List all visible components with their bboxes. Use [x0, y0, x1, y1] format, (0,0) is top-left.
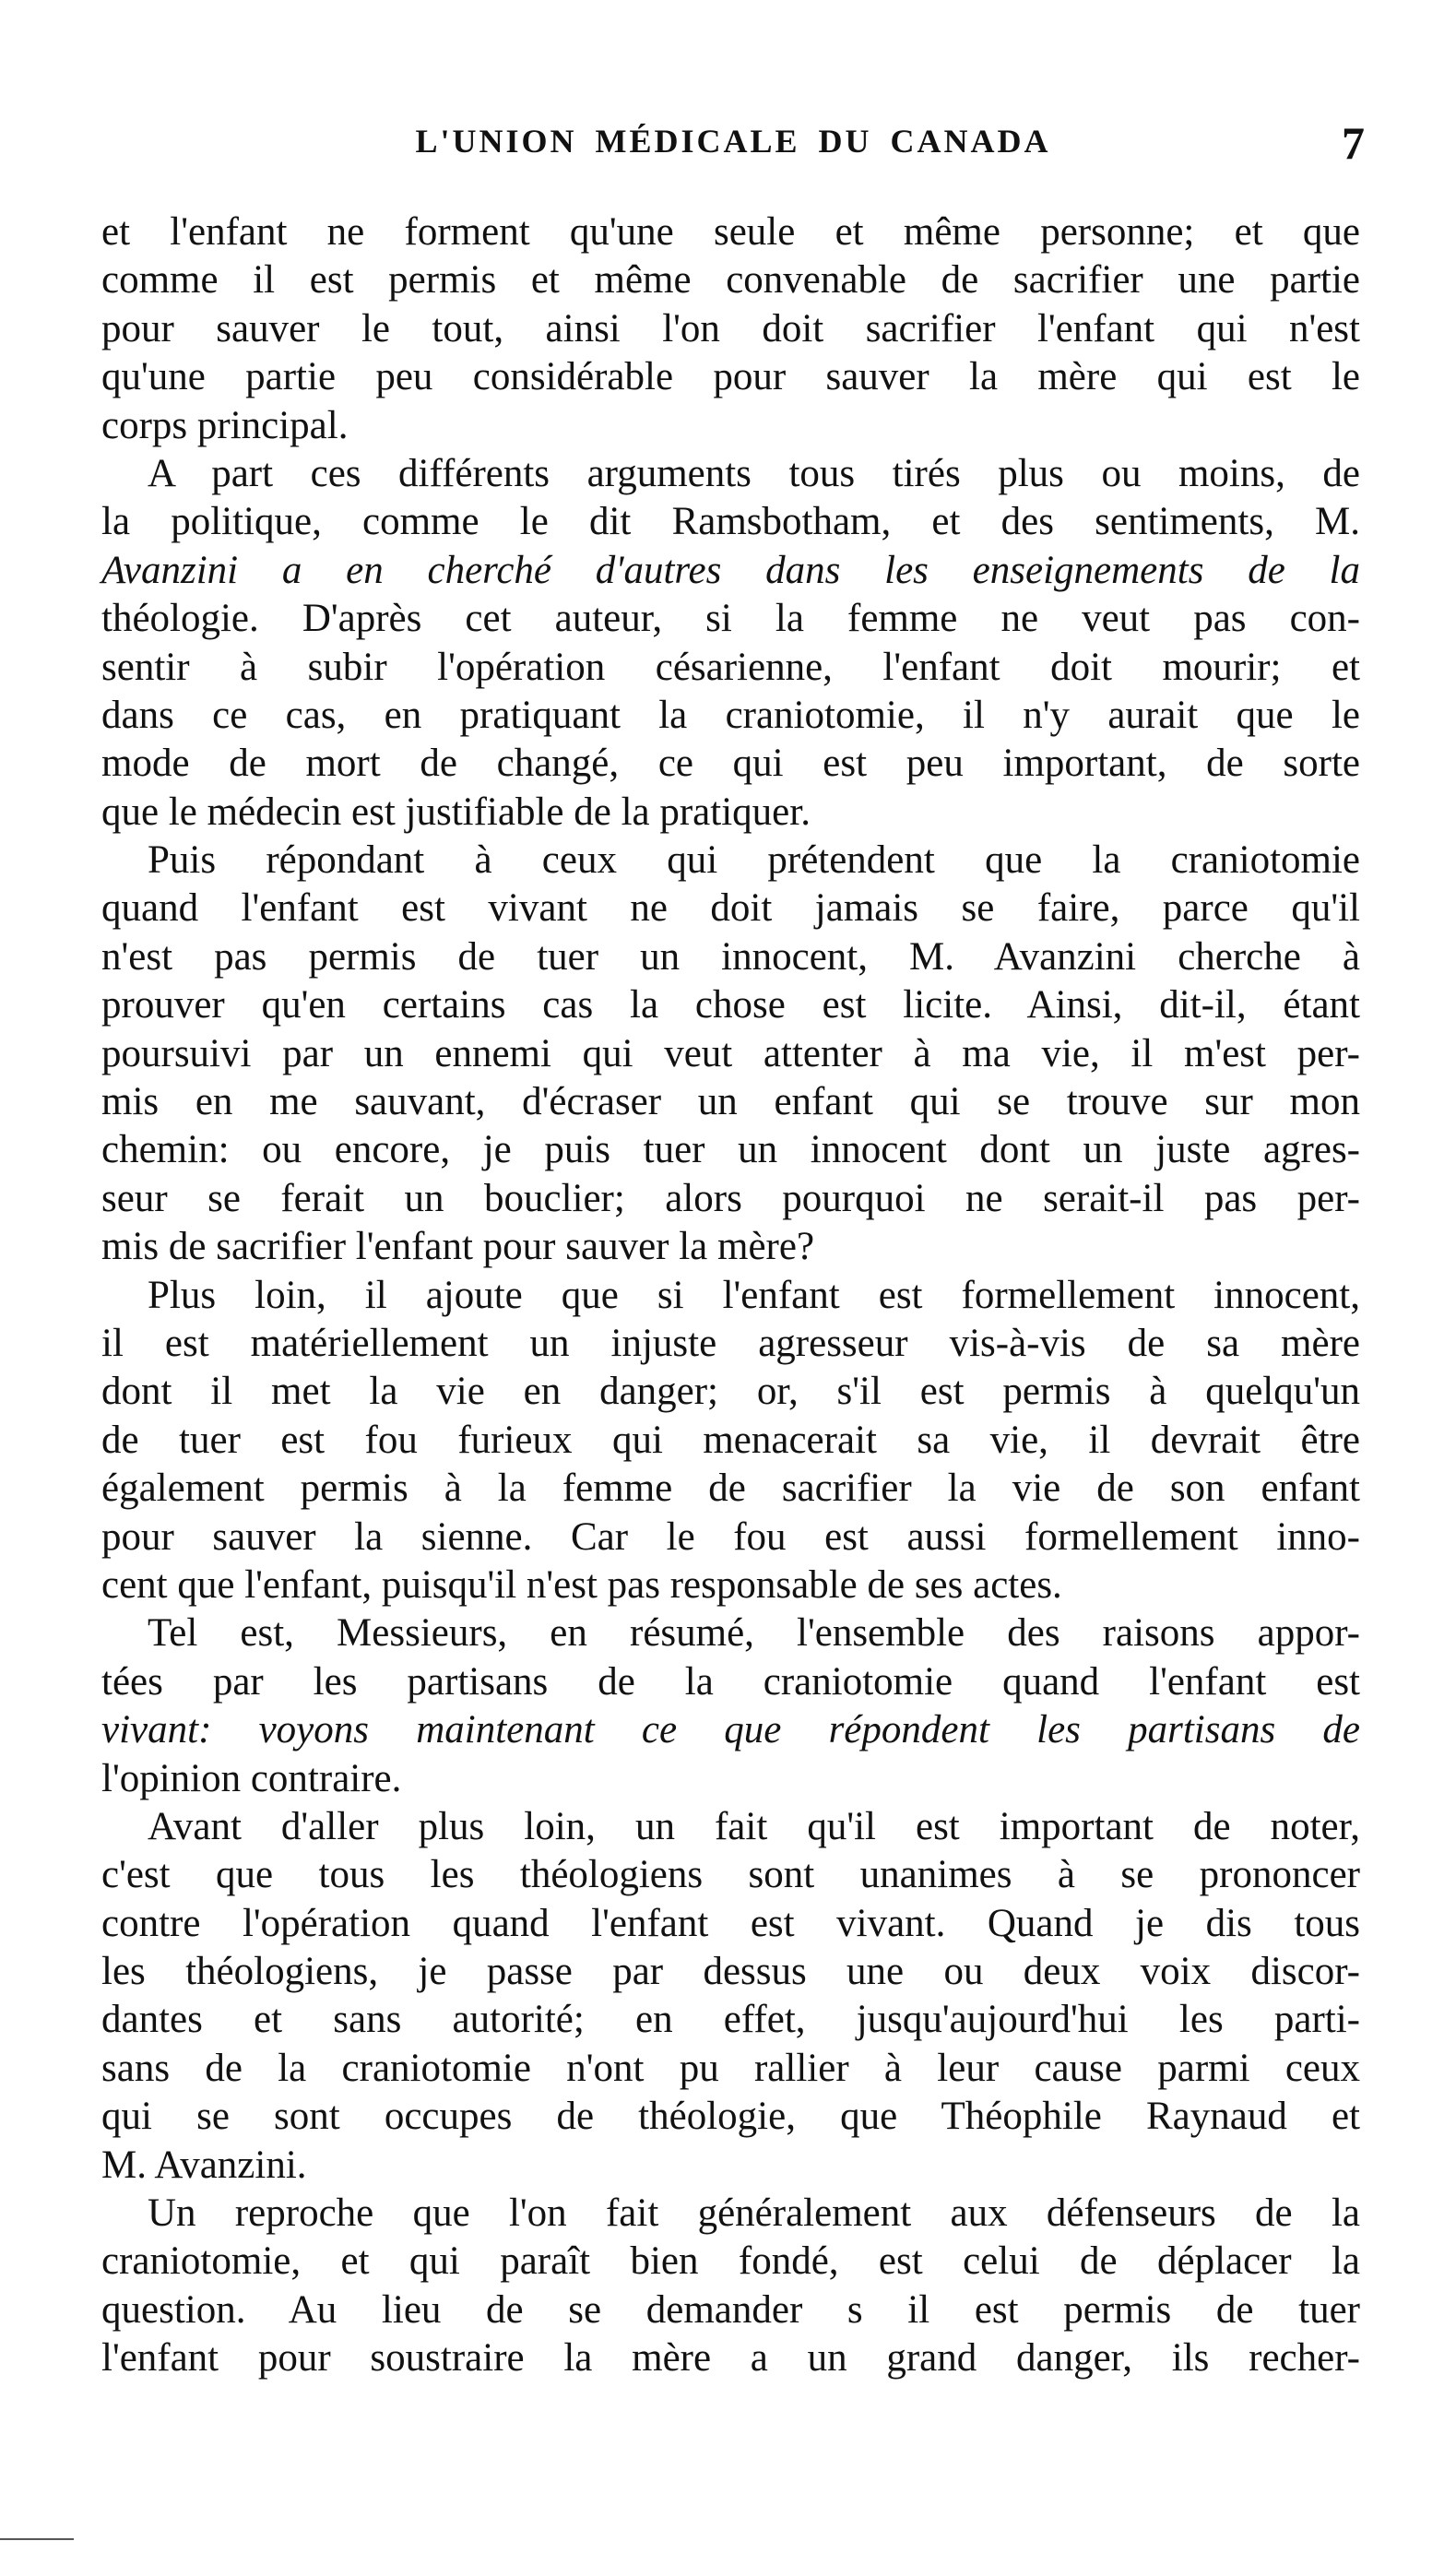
text-line: la politique, comme le dit Ramsbotham, et des sentiments, M.	[101, 500, 1360, 544]
text-line: sentir à subir l'opération césarienne, l'enfant doit mourir; et	[101, 645, 1360, 689]
text-line: contre l'opération quand l'enfant est vivant. Quand je dis tous	[101, 1901, 1360, 1945]
text-line: poursuivi par un ennemi qui veut attenter à ma vie, il m'est per-	[101, 1031, 1360, 1075]
text-line: les théologiens, je passe par dessus une ou deux voix discor-	[101, 1950, 1360, 1994]
text-line: qu'une partie peu considérable pour sauver la mère qui est le	[101, 355, 1360, 399]
scan-edge-rule	[0, 2538, 74, 2540]
text-line: mis de sacrifier l'enfant pour sauver la mère?	[101, 1225, 815, 1269]
text-line: mis en me sauvant, d'écraser un enfant qui se trouve sur mon	[101, 1080, 1360, 1124]
text-line: vivant: voyons maintenant ce que répondent les partisans de	[101, 1708, 1360, 1752]
text-line: n'est pas permis de tuer un innocent, M. Avanzini cherche à	[101, 934, 1360, 979]
text-line: A part ces différents arguments tous tirés plus ou moins, de	[148, 451, 1360, 495]
text-line: il est matériellement un injuste agresseur vis-à-vis de sa mère	[101, 1321, 1360, 1365]
text-line: c'est que tous les théologiens sont unanimes à se prononcer	[101, 1853, 1360, 1897]
text-line: et l'enfant ne forment qu'une seule et même personne; et que	[101, 210, 1360, 254]
text-line: que le médecin est justifiable de la pratiquer.	[101, 790, 811, 834]
text-line: sans de la craniotomie n'ont pu rallier à leur cause parmi ceux	[101, 2046, 1360, 2090]
text-line: cent que l'enfant, puisqu'il n'est pas responsable de ses actes.	[101, 1562, 1062, 1607]
running-title: L'UNION MÉDICALE DU CANADA	[415, 123, 1051, 160]
text-line: de tuer est fou furieux qui menacerait sa vie, il devrait être	[101, 1418, 1360, 1462]
text-line: théologie. D'après cet auteur, si la femme ne veut pas con-	[101, 597, 1360, 641]
text-line: chemin: ou encore, je puis tuer un innocent dont un juste agres-	[101, 1128, 1360, 1172]
text-line: Tel est, Messieurs, en résumé, l'ensemble des raisons appor-	[148, 1611, 1360, 1656]
text-line: qui se sont occupes de théologie, que Théophile Raynaud et	[101, 2095, 1360, 2139]
text-line: pour sauver la sienne. Car le fou est aussi formellement inno-	[101, 1514, 1360, 1559]
text-line: Avanzini a en cherché d'autres dans les enseignements de la	[101, 548, 1360, 592]
text-line: également permis à la femme de sacrifier la vie de son enfant	[101, 1466, 1360, 1511]
text-line: l'enfant pour soustraire la mère a un grand danger, ils recher-	[101, 2336, 1360, 2381]
text-line: l'opinion contraire.	[101, 1756, 402, 1800]
text-line: Avant d'aller plus loin, un fait qu'il est important de noter,	[148, 1804, 1360, 1848]
text-line: tées par les partisans de la craniotomie quand l'enfant est	[101, 1659, 1360, 1704]
text-line: comme il est permis et même convenable de sacrifier une partie	[101, 258, 1360, 303]
text-line: dans ce cas, en pratiquant la craniotomie, il n'y aurait que le	[101, 693, 1360, 737]
text-line: corps principal.	[101, 403, 349, 447]
text-line: Plus loin, il ajoute que si l'enfant est formellement innocent,	[148, 1273, 1360, 1317]
page-header	[101, 117, 1365, 177]
text-line: mode de mort de changé, ce qui est peu important, de sorte	[101, 742, 1360, 786]
text-line: pour sauver le tout, ainsi l'on doit sacrifier l'enfant qui n'est	[101, 306, 1360, 350]
body-text	[101, 208, 1360, 2383]
text-line: dont il met la vie en danger; or, s'il est permis à quelqu'un	[101, 1370, 1360, 1414]
text-line: quand l'enfant est vivant ne doit jamais se faire, parce qu'il	[101, 886, 1360, 931]
page-number: 7	[1342, 117, 1365, 169]
text-line: Puis répondant à ceux qui prétendent que la craniotomie	[148, 838, 1360, 883]
text-line: dantes et sans autorité; en effet, jusqu'aujourd'hui les parti-	[101, 1998, 1360, 2042]
text-line: question. Au lieu de se demander s il est permis de tuer	[101, 2287, 1360, 2332]
text-line: M. Avanzini.	[101, 2143, 307, 2187]
text-line: Un reproche que l'on fait généralement aux défenseurs de la	[148, 2191, 1360, 2236]
text-line: seur se ferait un bouclier; alors pourquoi ne serait-il pas per-	[101, 1176, 1360, 1220]
text-line: prouver qu'en certains cas la chose est licite. Ainsi, dit-il, étant	[101, 983, 1360, 1027]
text-line: craniotomie, et qui paraît bien fondé, est celui de déplacer la	[101, 2239, 1360, 2284]
